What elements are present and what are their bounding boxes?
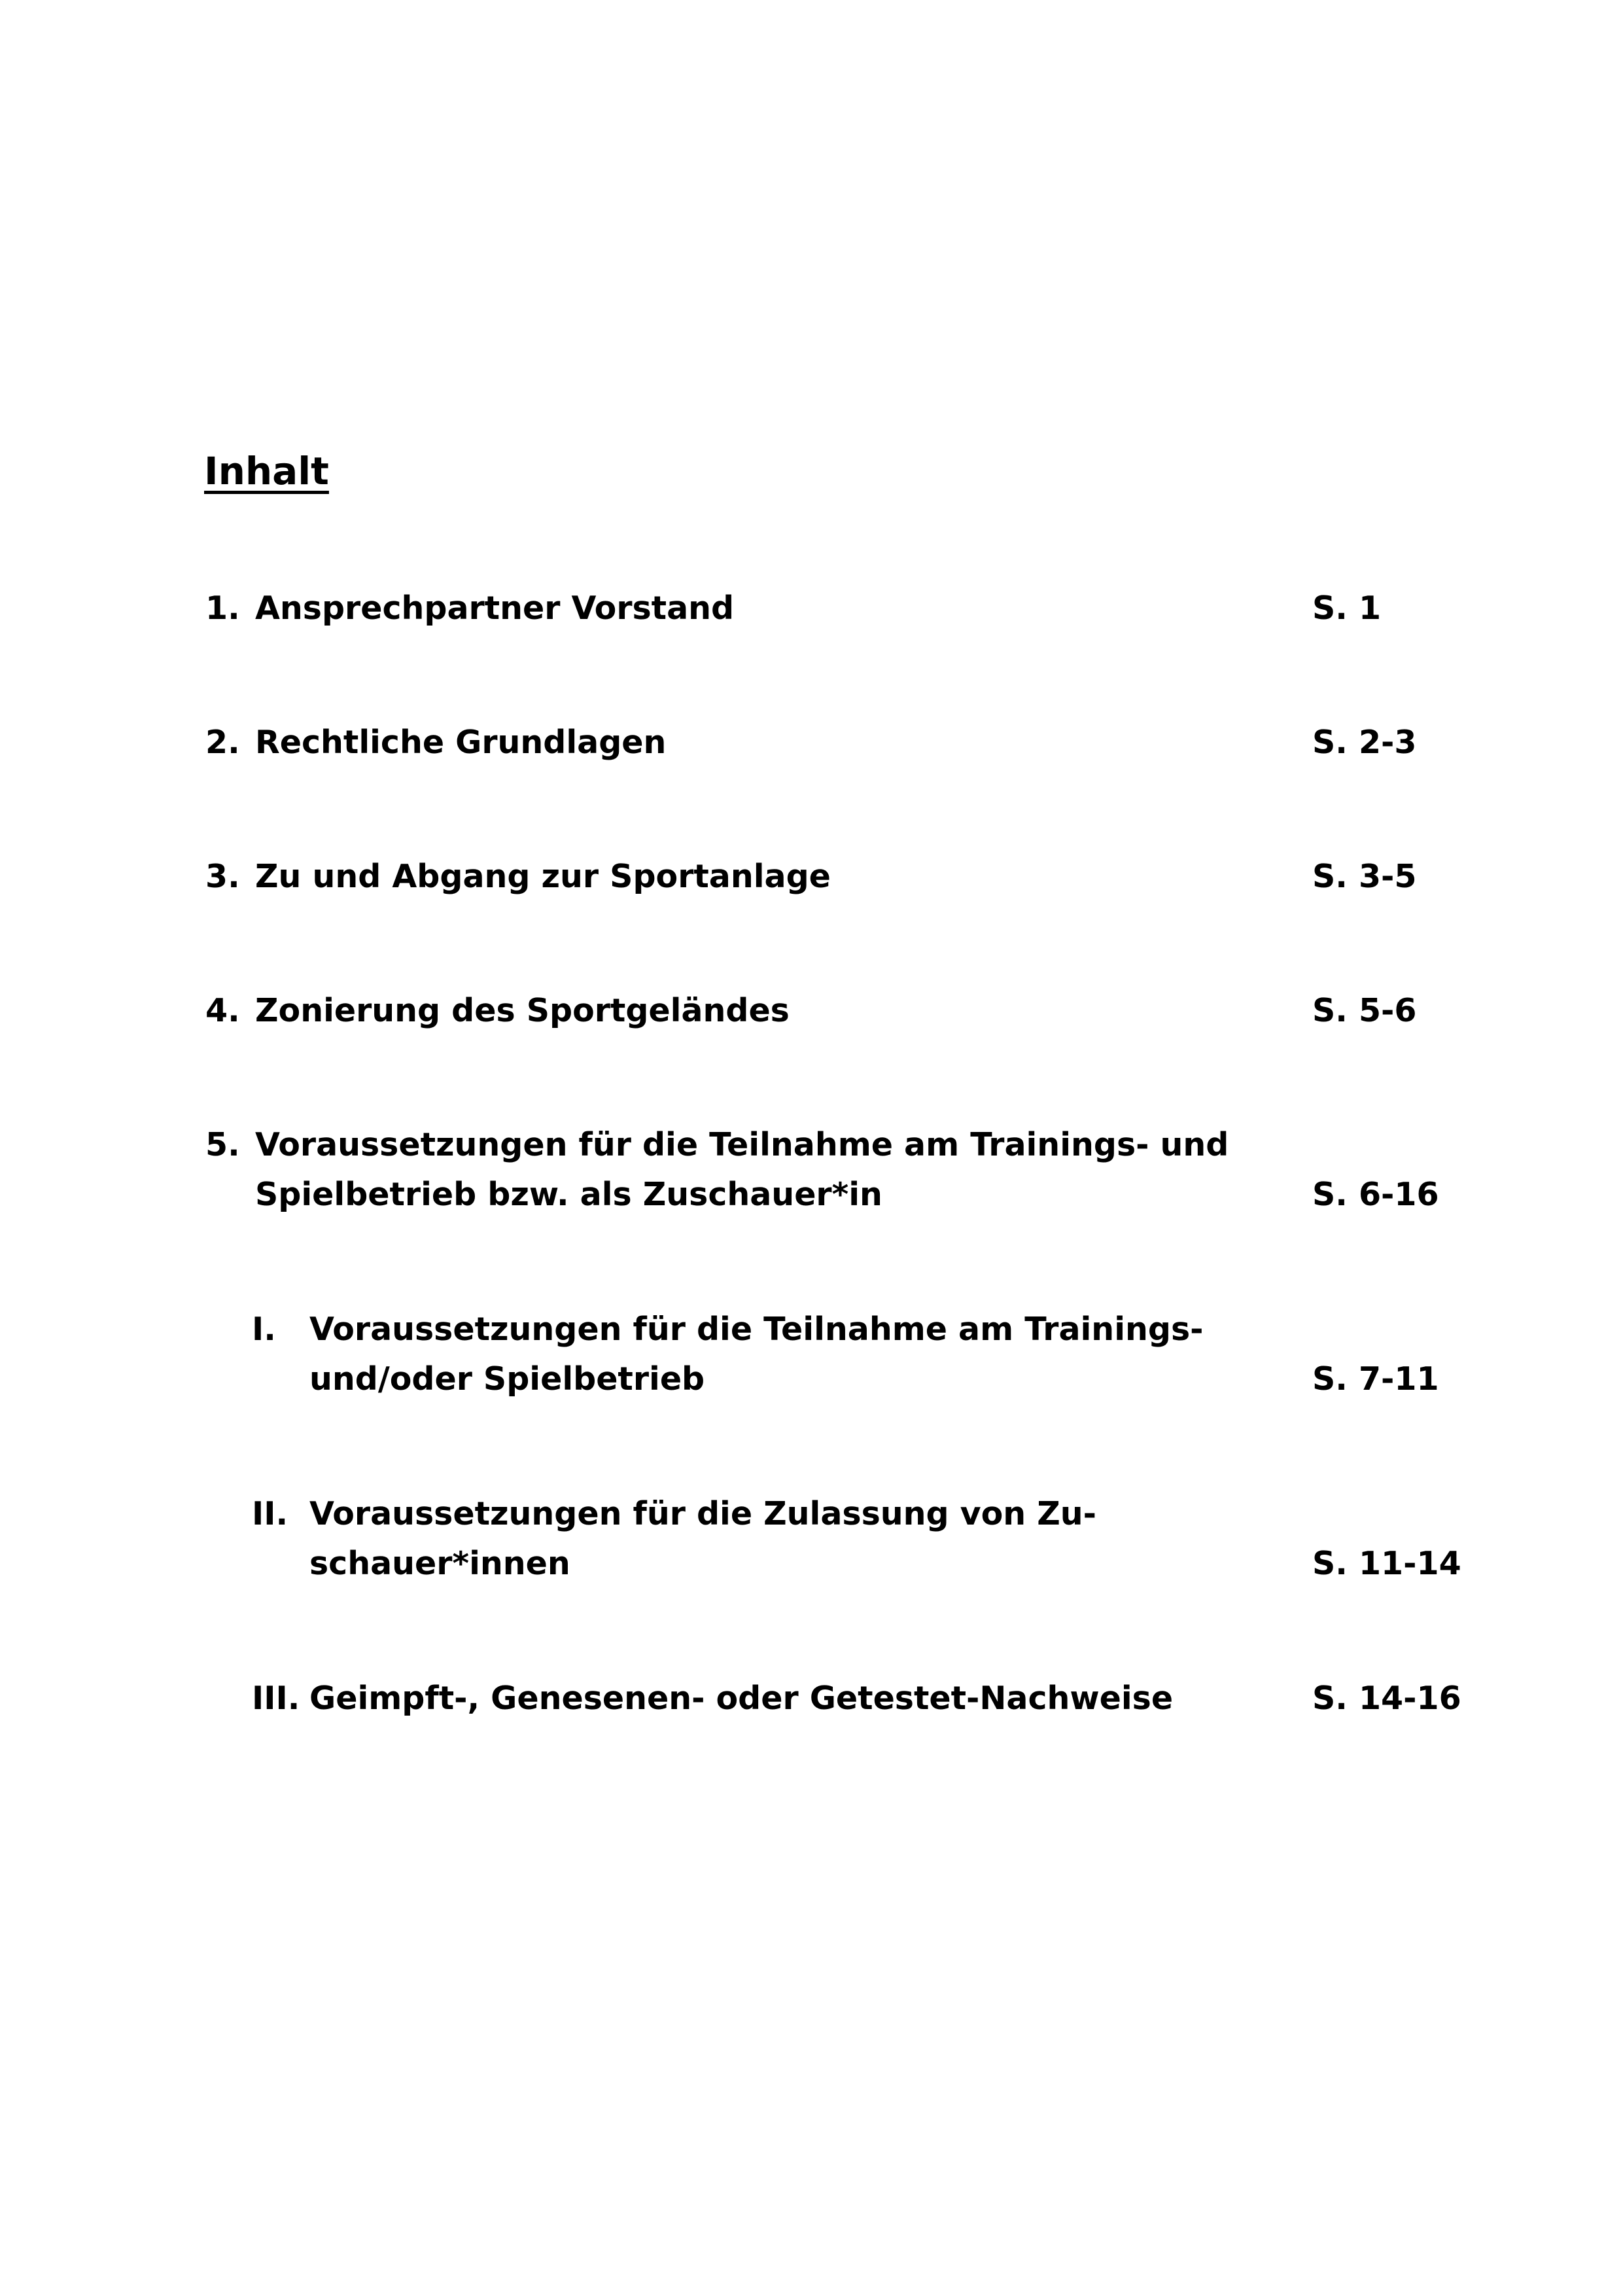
toc-entry-title xyxy=(255,986,790,1036)
toc-entry-number: 5. xyxy=(205,1126,240,1163)
toc-subentry-title-line: Voraussetzungen für die Zulassung von Zu- xyxy=(309,1495,1096,1532)
toc-subentry-title-line: und/oder Spielbetrieb xyxy=(309,1360,705,1398)
toc-subentry-number: I. xyxy=(252,1311,276,1348)
toc-subentry-page: S. 7-11 xyxy=(1312,1360,1439,1398)
toc-entry-title-line: Rechtliche Grundlagen xyxy=(255,724,667,761)
toc-subentry-number: II. xyxy=(252,1495,288,1532)
toc-subentry-title xyxy=(309,1674,1173,1723)
toc-subentry-title-line: Voraussetzungen für die Teilnahme am Trainings- xyxy=(309,1311,1204,1348)
toc-entry-number: 2. xyxy=(205,724,240,761)
toc-entry-title-line: Voraussetzungen für die Teilnahme am Trainings- und xyxy=(255,1126,1229,1163)
toc-entry-title xyxy=(255,718,666,768)
toc-subentry-title xyxy=(309,1489,1096,1589)
toc-subentry-page: S. 11-14 xyxy=(1312,1545,1461,1582)
toc-entry-page: S. 6-16 xyxy=(1312,1176,1439,1213)
toc-entry-page: S. 3-5 xyxy=(1312,858,1417,895)
toc-entry-title xyxy=(255,584,734,633)
toc-subentry-title-line: schauer*innen xyxy=(309,1545,570,1582)
toc-subentry-title-line: Geimpft-, Genesenen- oder Getestet-Nachweise xyxy=(309,1680,1174,1717)
toc-subentry-number: III. xyxy=(252,1680,300,1717)
toc-entry-title xyxy=(255,1120,1229,1220)
toc-entry-number: 1. xyxy=(205,590,240,627)
toc-subentry-page: S. 14-16 xyxy=(1312,1680,1461,1717)
toc-subentry-title xyxy=(309,1305,1203,1404)
toc-entry-page: S. 2-3 xyxy=(1312,724,1417,761)
toc-entry-title-line: Zu und Abgang zur Sportanlage xyxy=(255,858,831,895)
toc-entry-page: S. 1 xyxy=(1312,590,1382,627)
toc-entry-title-line: Ansprechpartner Vorstand xyxy=(255,590,735,627)
toc-heading: Inhalt xyxy=(204,449,329,493)
toc-entry-title-line: Spielbetrieb bzw. als Zuschauer*in xyxy=(255,1176,882,1213)
toc-entry-number: 3. xyxy=(205,858,240,895)
toc-entry-number: 4. xyxy=(205,992,240,1029)
toc-entry-page: S. 5-6 xyxy=(1312,992,1417,1029)
toc-entry-title xyxy=(255,852,831,902)
toc-entry-title-line: Zonierung des Sportgeländes xyxy=(255,992,790,1029)
